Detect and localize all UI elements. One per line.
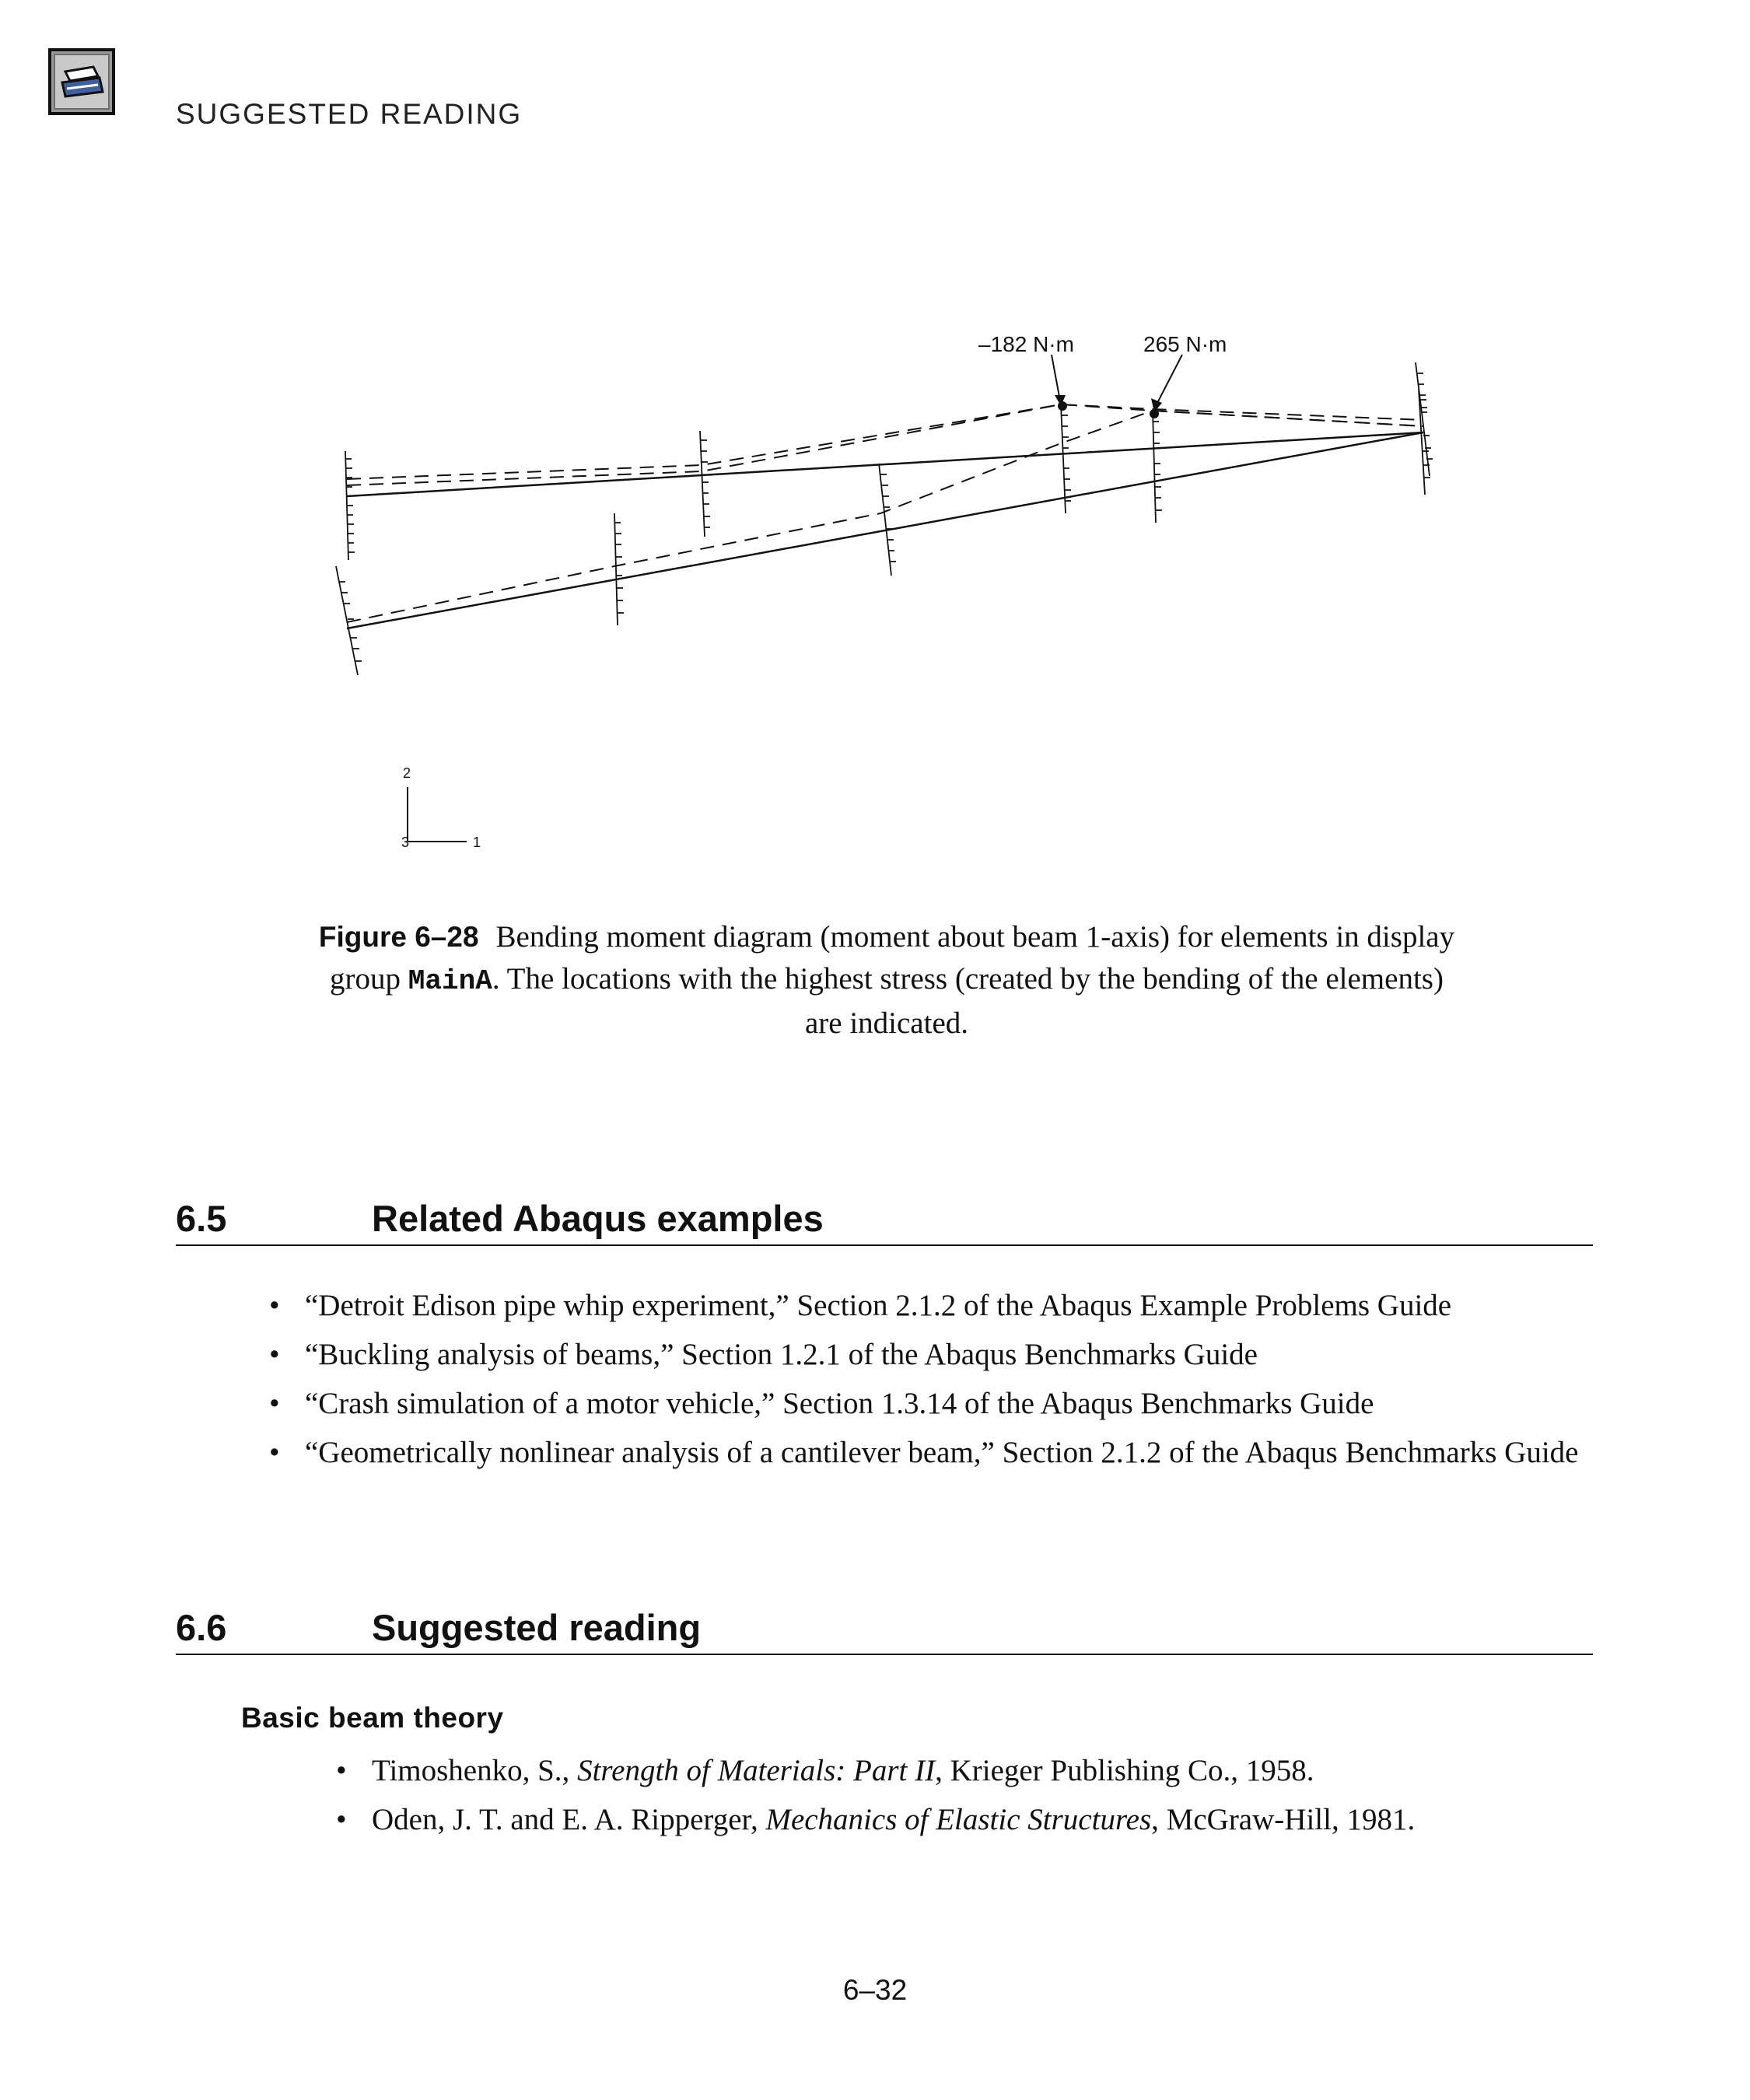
reading-list: [336, 1752, 1612, 1850]
bullet-icon: •: [269, 1289, 280, 1322]
bullet-icon: •: [336, 1803, 347, 1836]
caption-code: MainA: [408, 965, 492, 997]
list-item: • “Geometrically nonlinear analysis of a cantilever beam,” Section 2.1.2 of the Abaqus Benchmarks Guide: [269, 1433, 1607, 1472]
section-number: 6.5: [176, 1198, 227, 1239]
page-number: 6–32: [842, 1974, 908, 2006]
section-heading-reading: [176, 1607, 1593, 1655]
callout-label-right: 265 N·m: [1143, 332, 1227, 356]
list-item: • “Detroit Edison pipe whip experiment,” Section 2.1.2 of the Abaqus Example Problems Guide: [269, 1286, 1607, 1325]
callout-arrow-left: [1052, 355, 1059, 397]
bullet-icon: •: [269, 1338, 280, 1371]
section-markers: [336, 362, 1433, 675]
section-number: 6.6: [176, 1607, 227, 1648]
axis-1-label: 1: [473, 835, 481, 850]
figure-caption: [311, 916, 1462, 1045]
list-item: • Timoshenko, S., Strength of Materials: Part II, Krieger Publishing Co., 1958.: [336, 1752, 1612, 1790]
coordinate-triad: [408, 787, 467, 842]
running-head: SUGGESTED READING: [176, 98, 523, 130]
caption-text-1: Bending moment diagram (moment about beam 1-axis) for elements in display group: [330, 920, 1455, 996]
bullet-icon: •: [336, 1754, 347, 1787]
subheading: Basic beam theory: [241, 1702, 504, 1734]
callout-label-left: –182 N·m: [978, 332, 1074, 356]
beam-upper: [347, 432, 1423, 496]
caption-text-2: . The locations with the highest stress (created by the bending of the elements) are indicated.: [492, 962, 1444, 1040]
caption-label: Figure 6–28: [318, 921, 479, 953]
related-examples-list: [269, 1286, 1607, 1482]
section-title: Related Abaqus examples: [372, 1198, 824, 1239]
section-heading-related: [176, 1198, 1593, 1246]
axis-3-label: 3: [401, 835, 410, 850]
axis-2-label: 2: [403, 765, 411, 781]
bullet-icon: •: [269, 1387, 280, 1420]
bending-moment-figure: [0, 0, 1750, 871]
max-moment-point-left: [1058, 401, 1067, 411]
bullet-icon: •: [269, 1436, 280, 1469]
list-item: • “Buckling analysis of beams,” Section 1.2.1 of the Abaqus Benchmarks Guide: [269, 1335, 1607, 1374]
max-moment-point-right: [1150, 409, 1159, 418]
list-item: • “Crash simulation of a motor vehicle,” Section 1.3.14 of the Abaqus Benchmarks Guide: [269, 1384, 1607, 1423]
list-item: • Oden, J. T. and E. A. Ripperger, Mechanics of Elastic Structures, McGraw-Hill, 1981.: [336, 1801, 1612, 1839]
beam-lower: [347, 432, 1423, 628]
callout-arrow-right: [1157, 355, 1182, 403]
section-title: Suggested reading: [372, 1607, 702, 1648]
